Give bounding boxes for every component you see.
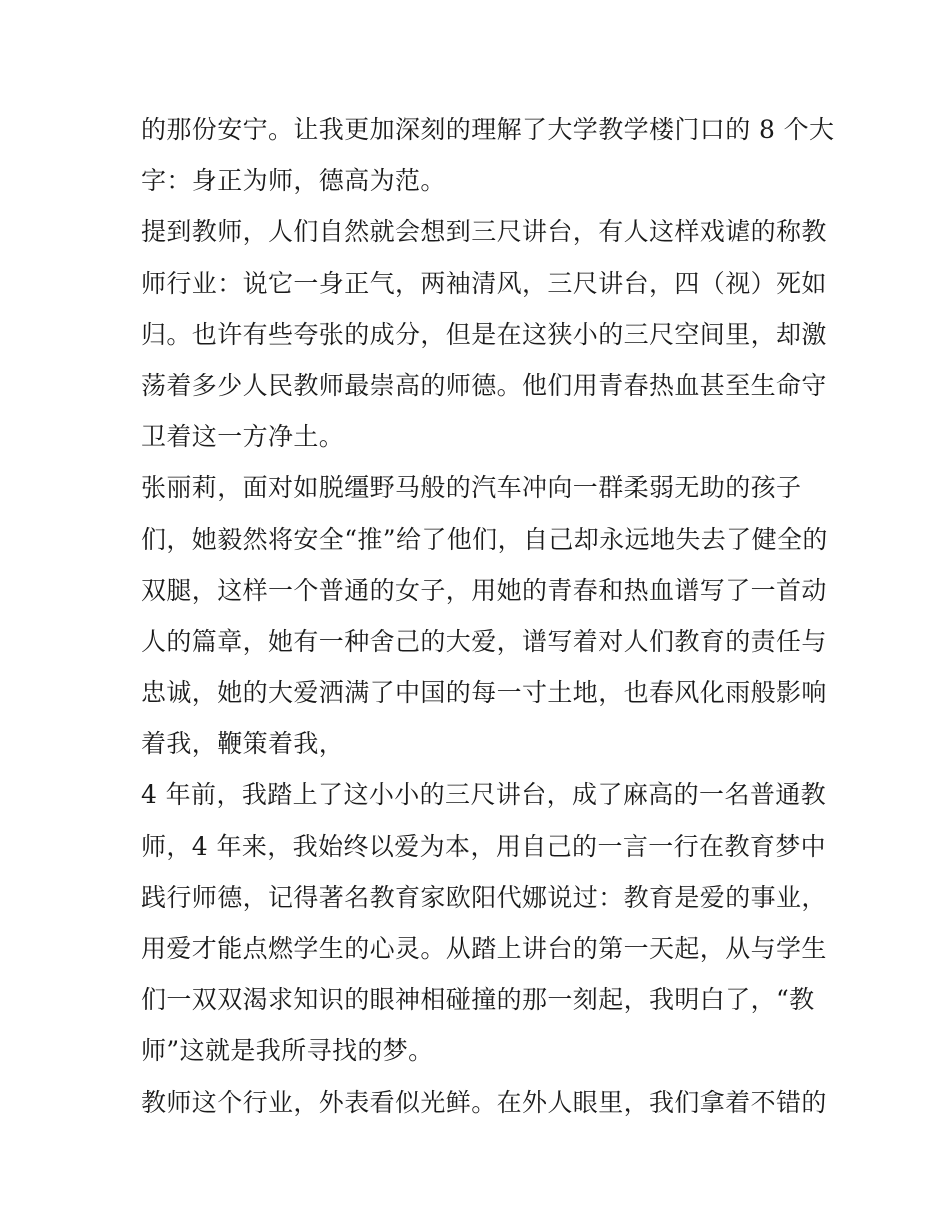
text-line: 字：身正为师，德高为范。	[141, 166, 446, 196]
text-line: 张丽莉，面对如脱缰野马般的汽车冲向一群柔弱无助的孩子	[141, 473, 802, 503]
text-line: 归。也许有些夸张的成分，但是在这狭小的三尺空间里，却激	[141, 319, 827, 349]
text-line: 4 年前，我踏上了这小小的三尺讲台，成了麻高的一名普通教	[141, 780, 827, 810]
text-line: 们一双双渴求知识的眼神相碰撞的那一刻起，我明白了，“教	[141, 985, 815, 1015]
text-line: 卫着这一方净土。	[141, 422, 345, 452]
text-line: 人的篇章，她有一种舍己的大爱，谱写着对人们教育的责任与	[141, 626, 827, 656]
body-text	[141, 104, 835, 1128]
text-line: 荡着多少人民教师最崇高的师德。他们用青春热血甚至生命守	[141, 370, 827, 400]
text-line: 用爱才能点燃学生的心灵。从踏上讲台的第一天起，从与学生	[141, 934, 827, 963]
text-line: 教师这个行业，外表看似光鲜。在外人眼里，我们拿着不错的	[141, 1087, 827, 1117]
text-line: 着我，鞭策着我，	[141, 729, 345, 759]
text-line: 忠诚，她的大爱洒满了中国的每一寸土地，也春风化雨般影响	[141, 678, 827, 708]
text-line: 提到教师，人们自然就会想到三尺讲台，有人这样戏谑的称教	[141, 217, 827, 247]
text-line: 师行业：说它一身正气，两袖清风，三尺讲台，四（视）死如	[141, 268, 827, 298]
text-line: 师”这就是我所寻找的梦。	[141, 1036, 434, 1066]
text-line: 师，4 年来，我始终以爱为本，用自己的一言一行在教育梦中	[141, 831, 827, 861]
text-line: 践行师德，记得著名教育家欧阳代娜说过：教育是爱的事业，	[141, 882, 827, 912]
text-line: 的那份安宁。让我更加深刻的理解了大学教学楼门口的 8 个大	[141, 115, 835, 144]
text-line: 双腿，这样一个普通的女子，用她的青春和热血谱写了一首动	[141, 575, 827, 605]
text-line: 们，她毅然将安全“推”给了他们，自己却永远地失去了健全的	[141, 524, 828, 554]
